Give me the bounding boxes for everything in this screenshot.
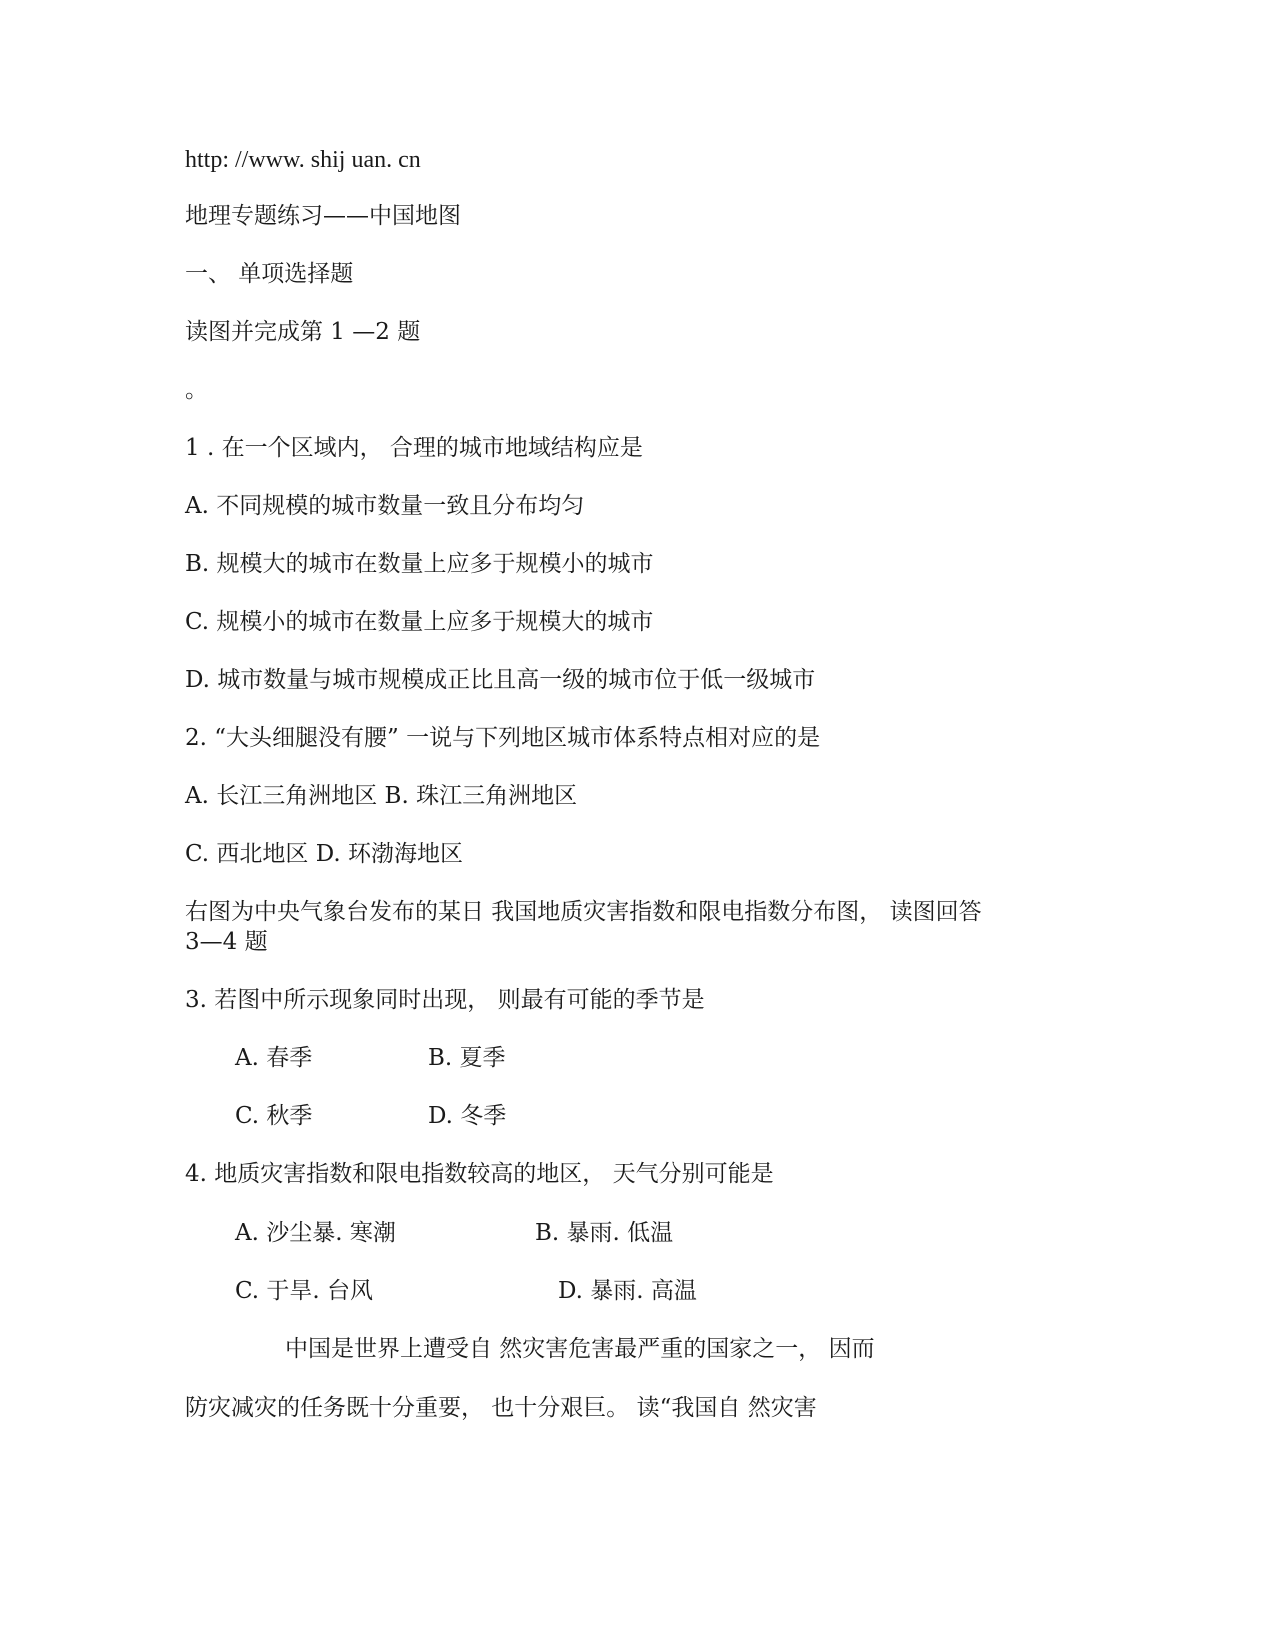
intro-questions-1-2: 读图并完成第 1 —2 题 xyxy=(185,319,421,345)
q1-option-a: A. 不同规模的城市数量一致且分布均匀 xyxy=(185,493,585,519)
q4-option-c: C. 于旱. 台风 xyxy=(235,1278,374,1304)
document-title: 地理专题练习——中国地图 xyxy=(185,203,461,229)
q2-options-cd: C. 西北地区 D. 环渤海地区 xyxy=(185,841,463,867)
q4-option-b: B. 暴雨. 低温 xyxy=(535,1220,674,1246)
q2-stem: 2. “大头细腿没有腰” 一说与下列地区城市体系特点相对应的是 xyxy=(185,725,821,751)
header-url: http: //www. shij uan. cn xyxy=(185,147,421,173)
q1-stem: 1 . 在一个区域内， 合理的城市地域结构应是 xyxy=(185,435,643,461)
intro-questions-3-4-line1: 右图为中央气象台发布的某日 我国地质灾害指数和限电指数分布图， 读图回答 xyxy=(185,899,982,925)
stray-punctuation: 。 xyxy=(185,377,208,403)
q1-option-c: C. 规模小的城市在数量上应多于规模大的城市 xyxy=(185,609,654,635)
q3-option-a: A. 春季 xyxy=(235,1045,313,1071)
q3-option-b: B. 夏季 xyxy=(428,1045,506,1071)
q2-options-ab: A. 长江三角洲地区 B. 珠江三角洲地区 xyxy=(185,783,578,809)
q3-option-c: C. 秋季 xyxy=(235,1103,313,1129)
intro-questions-3-4-line2: 3—4 题 xyxy=(185,929,268,955)
q3-option-d: D. 冬季 xyxy=(428,1103,507,1129)
q3-stem: 3. 若图中所示现象同时出现， 则最有可能的季节是 xyxy=(185,987,705,1013)
q1-option-d: D. 城市数量与城市规模成正比且高一级的城市位于低一级城市 xyxy=(185,667,816,693)
q1-option-b: B. 规模大的城市在数量上应多于规模小的城市 xyxy=(185,551,654,577)
q4-option-d: D. 暴雨. 高温 xyxy=(558,1278,697,1304)
passage-line-1: 中国是世界上遭受自 然灾害危害最严重的国家之一， 因而 xyxy=(285,1336,875,1362)
passage-line-2: 防灾减灾的任务既十分重要， 也十分艰巨。 读“我国自 然灾害 xyxy=(185,1395,817,1421)
section-heading: 一、 单项选择题 xyxy=(185,261,354,287)
q4-stem: 4. 地质灾害指数和限电指数较高的地区， 天气分别可能是 xyxy=(185,1161,774,1187)
q4-option-a: A. 沙尘暴. 寒潮 xyxy=(235,1220,396,1246)
